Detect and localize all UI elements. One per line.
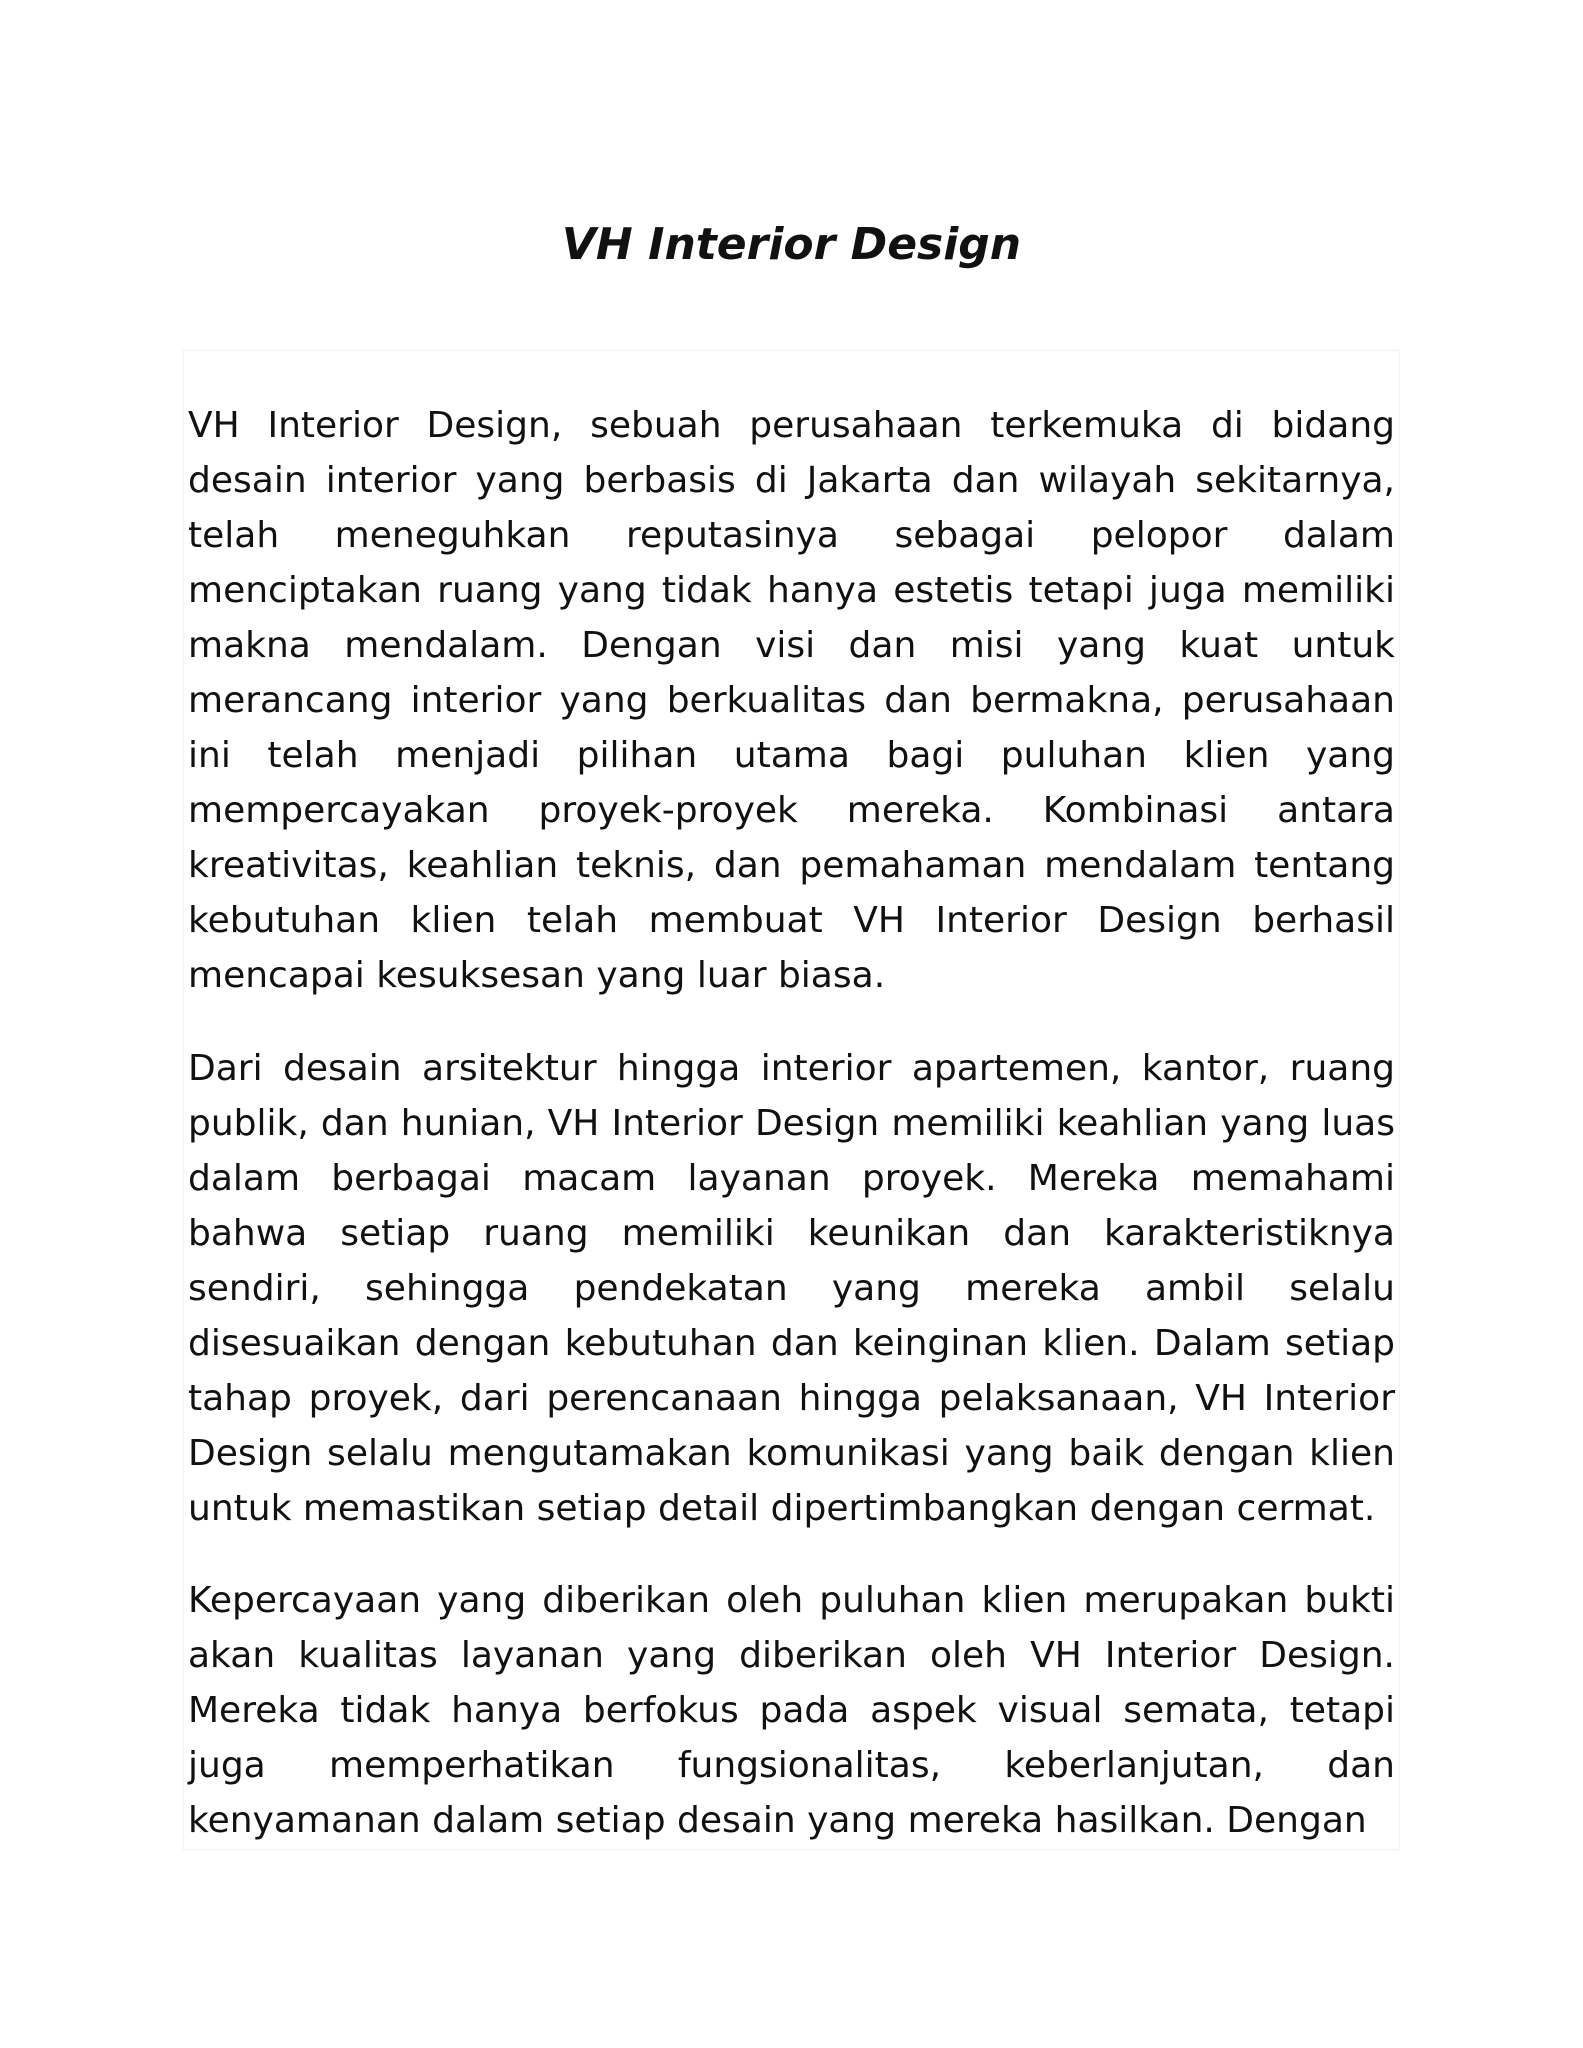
paragraph-services: Dari desain arsitektur hingga interior apartemen, kantor, ruang publik, dan hunian, VH Interior Design memiliki keahlian yang luas dalam berbagai macam layanan proyek. Mereka memahami bahwa setiap ruang memiliki keunikan dan karakteristiknya sendiri, sehingga pendekatan yang mereka ambil selalu disesuaikan dengan kebutuhan dan keinginan klien. Dalam setiap tahap proyek, dari perencanaan hingga pelaksanaan, VH Interior Design selalu mengutamakan komunikasi yang baik dengan klien untuk memastikan setiap detail dipertimbangkan dengan cermat. — [188, 1048, 1395, 1529]
text-content-box — [183, 350, 1400, 1850]
document-title: VH Interior Design — [561, 219, 1022, 271]
paragraph-intro: VH Interior Design, sebuah perusahaan terkemuka di bidang desain interior yang berbasis di Jakarta dan wilayah sekitarnya, telah meneguhkan reputasinya sebagai pelopor dalam menciptakan ruang yang tidak hanya estetis tetapi juga memiliki makna mendalam. Dengan visi dan misi yang kuat untuk merancang interior yang berkualitas dan bermakna, perusahaan ini telah menjadi pilihan utama bagi puluhan klien yang mempercayakan proyek-proyek mereka. Kombinasi antara kreativitas, keahlian teknis, dan pemahaman mendalam tentang kebutuhan klien telah membuat VH Interior Design berhasil mencapai kesuksesan yang luar biasa. — [188, 405, 1395, 996]
paragraph-trust: Kepercayaan yang diberikan oleh puluhan klien merupakan bukti akan kualitas layanan yang diberikan oleh VH Interior Design. Mereka tidak hanya berfokus pada aspek visual semata, tetapi juga memperhatikan fungsionalitas, keberlanjutan, dan kenyamanan dalam setiap desain yang mereka hasilkan. Dengan — [188, 1580, 1395, 1841]
